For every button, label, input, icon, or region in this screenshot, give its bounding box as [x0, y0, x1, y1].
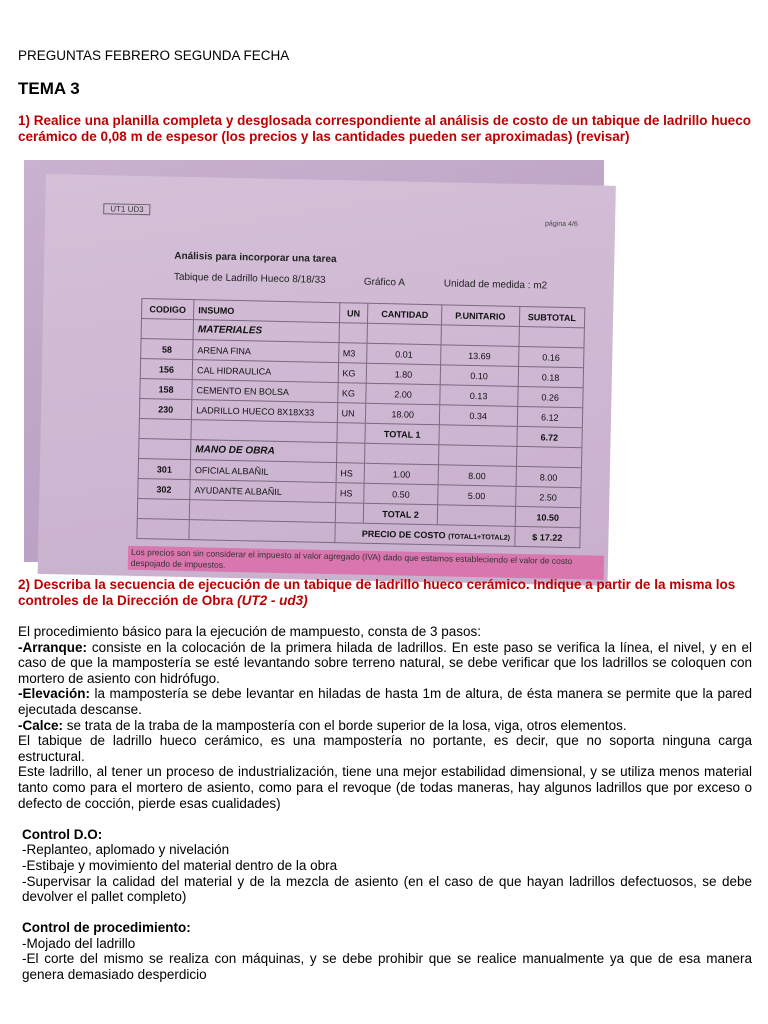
cell-subtotal: 0.16	[518, 346, 584, 367]
cell-un: UN	[337, 403, 366, 424]
total1-label: TOTAL 1	[365, 423, 439, 445]
col-codigo: CODIGO	[141, 299, 194, 320]
cell-insumo: OFICIAL ALBAÑIL	[190, 460, 336, 483]
cell-insumo: AYUDANTE ALBAÑIL	[190, 480, 336, 503]
precio-label-sub: (TOTAL1+TOTAL2)	[448, 533, 511, 542]
cell-insumo: LADRILLO HUECO 8X18X33	[191, 400, 337, 423]
cell-unitario: 0.13	[440, 385, 518, 407]
cell-codigo: 158	[140, 379, 193, 400]
cell-insumo: CAL HIDRAULICA	[192, 360, 338, 383]
cell-codigo: 301	[138, 459, 191, 480]
control-do-item: -Replanteo, aplomado y nivelación	[22, 842, 230, 858]
cell-cantidad: 0.01	[367, 343, 441, 365]
control-proc-item: -Mojado del ladrillo	[22, 935, 136, 951]
step-label: -Calce:	[18, 717, 64, 733]
section-mano-de-obra: MANO DE OBRA	[191, 440, 337, 463]
cell-un: HS	[336, 463, 365, 484]
col-cantidad: CANTIDAD	[368, 303, 442, 325]
cell-subtotal: 0.18	[518, 366, 584, 387]
precio-label-text: PRECIO DE COSTO	[361, 528, 446, 540]
step-label: -Elevación:	[18, 686, 91, 702]
cell-un: HS	[335, 483, 364, 504]
step-arranque	[18, 640, 752, 687]
cell-codigo: 230	[139, 399, 192, 420]
control-do-title: Control D.O:	[22, 826, 103, 842]
col-insumo: INSUMO	[194, 300, 340, 323]
cell-unitario: 0.10	[440, 365, 518, 387]
step-text: consiste en la colocación de la primera hilada de ladrillos. En este paso se verifica la línea, el nivel, y en el caso de que la mampostería se esté levantando sobre terreno natural, se debe verificar que los ladrillos se coloquen con mortero de asiento con hidrófugo.	[18, 639, 752, 686]
cell-subtotal: 6.12	[517, 406, 583, 427]
control-proc-title: Control de procedimiento:	[22, 920, 191, 936]
paragraph-tabique: El tabique de ladrillo hueco cerámico, es una mampostería no portante, es decir, que no soporta ninguna carga estructural.	[18, 733, 752, 764]
cell-subtotal: 2.50	[515, 486, 581, 507]
cell-unitario: 13.69	[440, 345, 518, 367]
sheet-unidad: Unidad de medida : m2	[443, 278, 548, 292]
cell-subtotal: 8.00	[516, 466, 582, 487]
col-subtotal: SUBTOTAL	[519, 306, 585, 327]
paragraph-ladrillo: Este ladrillo, al tener un proceso de industrialización, tiene una mejor estabilidad dimensional, y se utiliza menos material tanto como para el mortero de asiento, como para el revoque (de todas maneras, hay algunos ladrillos que por exceso o defecto de cocción, pierde esas cualidades)	[18, 764, 752, 811]
cost-table	[136, 298, 585, 548]
total2-value: 10.50	[515, 506, 581, 527]
photo-sheet	[38, 174, 616, 586]
col-un: UN	[339, 303, 368, 324]
answer-body	[18, 624, 752, 983]
intro-paragraph: El procedimiento básico para la ejecución de mampuesto, consta de 3 pasos:	[18, 624, 482, 639]
cell-unitario: 5.00	[438, 485, 516, 507]
question-2-ref: (UT2 - ud3)	[237, 593, 308, 608]
step-label: -Arranque:	[18, 639, 88, 655]
cell-unitario: 8.00	[438, 465, 516, 487]
section-materiales: MATERIALES	[193, 320, 339, 343]
cell-codigo: 58	[141, 339, 194, 360]
cell-codigo: 156	[140, 359, 193, 380]
cell-cantidad: 1.00	[364, 463, 438, 485]
sheet-page-number: página 4/6	[544, 220, 578, 229]
question-2	[18, 577, 752, 609]
cell-cantidad: 18.00	[366, 403, 440, 425]
cell-cantidad: 0.50	[364, 483, 438, 505]
step-text: se trata de la traba de la mampostería con el borde superior de la losa, viga, otros elementos.	[63, 717, 627, 733]
cell-un: KG	[337, 383, 366, 404]
cell-cantidad: 1.80	[367, 363, 441, 385]
sheet-tab: UT1 UD3	[103, 203, 151, 215]
cell-codigo: 302	[138, 478, 191, 499]
step-calce	[18, 718, 752, 734]
iva-note: Los precios son sin considerar el impuesto al valor agregado (IVA) dado que estamos estableciendo el valor de costo despojado de impuestos.	[128, 546, 604, 580]
control-proc-item: -El corte del mismo se realiza con máquinas, y se debe prohibir que se realice manualmente ya que de esa manera genera demasiado desperdicio	[22, 951, 752, 983]
total2-label: TOTAL 2	[364, 503, 438, 525]
document-header: PREGUNTAS FEBRERO SEGUNDA FECHA	[18, 48, 290, 63]
step-elevacion	[18, 686, 752, 717]
sheet-subtitle: Tabique de Ladrillo Hueco 8/18/33	[173, 271, 326, 286]
precio-costo-label	[334, 523, 514, 547]
cell-insumo: CEMENTO EN BOLSA	[192, 380, 338, 403]
question-1: 1) Realice una planilla completa y desglosada correspondiente al análisis de costo de un tabique de ladrillo hueco cerámico de 0,08 m de espesor (los precios y las cantidades pueden ser aproximadas) (revisar)	[18, 113, 751, 144]
precio-costo-value: $ 17.22	[514, 526, 580, 547]
tema-heading: TEMA 3	[18, 79, 80, 98]
col-unitario: P.UNITARIO	[441, 305, 519, 327]
cell-insumo: ARENA FINA	[193, 340, 339, 363]
cell-cantidad: 2.00	[366, 383, 440, 405]
cell-un: KG	[338, 363, 367, 384]
control-do-item: -Estibaje y movimiento del material dentro de la obra	[22, 857, 338, 873]
sheet-grafico: Gráfico A	[363, 276, 406, 289]
sheet-title: Análisis para incorporar una tarea	[174, 250, 337, 266]
cell-subtotal: 0.26	[517, 386, 583, 407]
cell-unitario: 0.34	[439, 405, 517, 427]
cost-analysis-photo	[24, 160, 604, 570]
step-text: la mampostería se debe levantar en hiladas de hasta 1m de altura, de ésta manera se permite que la pared ejecutada descanse.	[18, 686, 752, 717]
control-do-item: -Supervisar la calidad del material y de la mezcla de asiento (en el caso de que hayan ladrillos defectuosos, se debe devolver el pallet completo)	[22, 873, 752, 905]
cell-un: M3	[338, 343, 367, 364]
question-2-text: 2) Describa la secuencia de ejecución de un tabique de ladrillo hueco cerámico. Indique a partir de la misma los controles de la Dirección de Obra	[18, 577, 736, 608]
total1-value: 6.72	[516, 426, 582, 447]
